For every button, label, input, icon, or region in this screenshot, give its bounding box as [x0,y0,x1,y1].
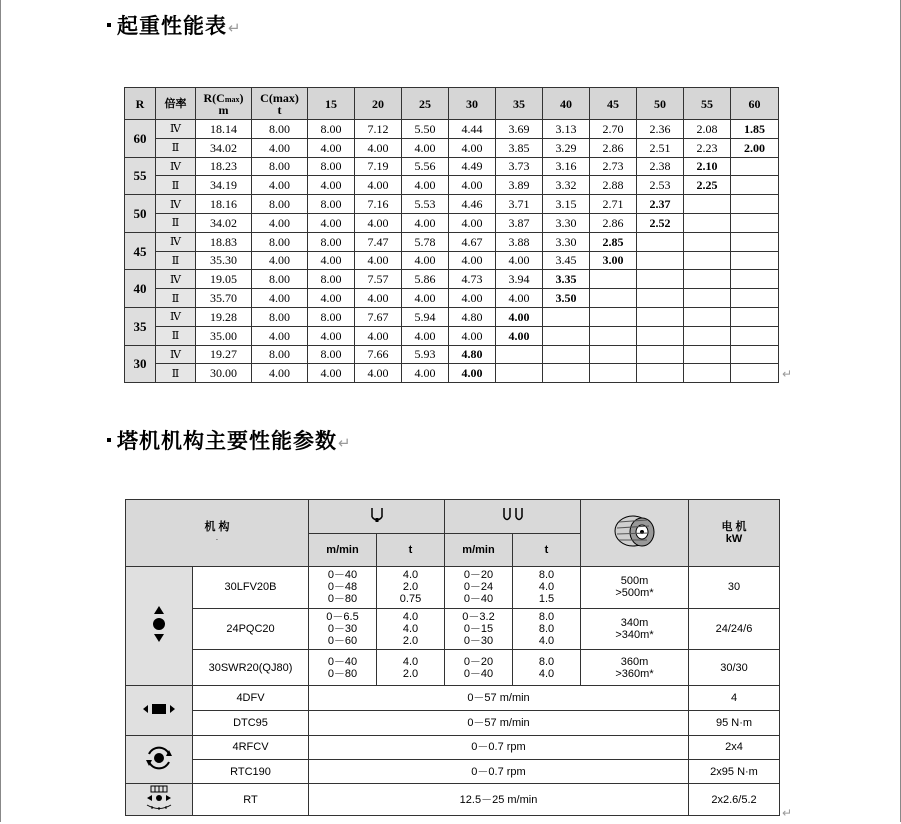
header-radius: 45 [590,88,637,120]
load-value-cell [684,364,731,383]
reeving-cell: Ⅱ [156,251,196,270]
load-value-cell [684,289,731,308]
load-value-cell: 3.89 [496,176,543,195]
load-value-cell: 4.00 [355,138,402,157]
load-value-cell: 5.53 [402,195,449,214]
max-load-cell: 8.00 [252,307,308,326]
motor-cell: 2x4 [689,735,780,759]
load-value-cell: 2.70 [590,120,637,139]
table-row [126,650,780,686]
radius-at-max-cell: 18.83 [196,232,252,251]
travel-crane-icon [144,785,174,811]
load-value-cell [637,232,684,251]
load-value-cell: 7.57 [355,270,402,289]
max-load-cell: 8.00 [252,157,308,176]
load-value-cell: 5.78 [402,232,449,251]
speed-cell: 0－57 m/min [309,685,689,710]
load-value-cell [590,289,637,308]
motor-cell: 24/24/6 [689,608,780,650]
load-value-cell: 3.45 [543,251,590,270]
load-value-cell: 4.44 [449,120,496,139]
load-value-cell: 4.00 [496,326,543,345]
load-value-cell: 8.00 [308,232,355,251]
load-value-cell: 4.49 [449,157,496,176]
max-load-cell: 8.00 [252,195,308,214]
speed-cell: 0－57 m/min [309,711,689,735]
radius-at-max-cell: 34.19 [196,176,252,195]
max-load-cell: 4.00 [252,138,308,157]
load-value-cell: 4.00 [308,213,355,232]
motor-cell: 2x95 N·m [689,760,780,784]
load-value-cell [637,345,684,364]
header-radius: 55 [684,88,731,120]
slewing-cell [126,735,193,784]
return-mark: ↵ [782,367,793,381]
header-radius: 60 [731,88,779,120]
subheader-load: t [377,533,445,567]
load-cell: 4.0 2.0 0.75 [377,567,445,609]
table-row [126,735,780,759]
load-value-cell: 2.73 [590,157,637,176]
radius-at-max-cell: 19.28 [196,307,252,326]
model-cell: 4RFCV [193,735,309,759]
load-value-cell: 5.50 [402,120,449,139]
load-value-cell [543,364,590,383]
speed-cell: 12.5－25 m/min [309,784,689,816]
load-value-cell: 4.00 [308,138,355,157]
load-value-cell: 4.67 [449,232,496,251]
speed-cell: 0－0.7 rpm [309,760,689,784]
speed-cell: 0－20 0－40 [445,650,513,686]
table-row [125,326,779,345]
model-cell: RT [193,784,309,816]
max-load-cell: 4.00 [252,176,308,195]
load-value-cell [684,270,731,289]
load-value-cell: 3.16 [543,157,590,176]
load-value-cell: 4.80 [449,345,496,364]
header-double-fall [445,500,581,534]
boom-length-cell: 30 [125,345,156,383]
speed-cell: 0－20 0－24 0－40 [445,567,513,609]
model-cell: RTC190 [193,760,309,784]
table-row [125,251,779,270]
radius-at-max-cell: 34.02 [196,213,252,232]
radius-at-max-cell: 19.27 [196,345,252,364]
reeving-cell: Ⅳ [156,232,196,251]
load-value-cell: 4.00 [355,326,402,345]
load-value-cell [590,364,637,383]
load-value-cell: 3.29 [543,138,590,157]
load-value-cell [637,270,684,289]
load-value-cell: 3.88 [496,232,543,251]
speed-cell: 0－0.7 rpm [309,735,689,759]
table-row [125,120,779,139]
load-value-cell: 3.15 [543,195,590,214]
load-value-cell: 3.73 [496,157,543,176]
load-value-cell [731,364,779,383]
header-radius: 20 [355,88,402,120]
load-value-cell: 3.85 [496,138,543,157]
table-row [126,784,780,816]
load-value-cell: 2.52 [637,213,684,232]
radius-at-max-cell: 34.02 [196,138,252,157]
header-ratio: 倍率 [156,88,196,120]
load-value-cell [684,251,731,270]
load-cell: 8.0 8.0 4.0 [513,608,581,650]
load-value-cell: 3.94 [496,270,543,289]
load-value-cell [731,176,779,195]
reeving-cell: Ⅱ [156,176,196,195]
header-row [126,500,780,534]
radius-at-max-cell: 35.30 [196,251,252,270]
reeving-cell: Ⅱ [156,289,196,308]
load-value-cell [590,270,637,289]
load-value-cell: 4.00 [449,138,496,157]
load-value-cell: 2.71 [590,195,637,214]
load-value-cell: 4.00 [355,289,402,308]
load-value-cell [731,307,779,326]
radius-at-max-cell: 18.23 [196,157,252,176]
load-value-cell [731,345,779,364]
load-value-cell: 3.30 [543,213,590,232]
table-row [125,307,779,326]
load-value-cell: 2.08 [684,120,731,139]
table-row [125,364,779,383]
load-value-cell: 4.00 [402,213,449,232]
reeving-cell: Ⅱ [156,138,196,157]
load-value-cell [496,364,543,383]
return-mark: ↵ [782,806,793,820]
boom-length-cell: 55 [125,157,156,195]
rope-cell: 500m >500m* [581,567,689,609]
load-value-cell: 4.00 [355,213,402,232]
motor-cell: 4 [689,685,780,710]
load-value-cell: 2.37 [637,195,684,214]
load-value-cell: 3.13 [543,120,590,139]
load-value-cell [731,326,779,345]
load-value-cell: 4.00 [308,176,355,195]
table-row [125,289,779,308]
rope-cell: 360m >360m* [581,650,689,686]
load-value-cell: 4.00 [496,289,543,308]
load-value-cell [637,307,684,326]
load-value-cell: 3.87 [496,213,543,232]
load-value-cell: 8.00 [308,345,355,364]
speed-cell: 0－3.2 0－15 0－30 [445,608,513,650]
max-load-cell: 4.00 [252,251,308,270]
load-value-cell [684,307,731,326]
load-value-cell [637,326,684,345]
load-value-cell [543,307,590,326]
reeving-cell: Ⅳ [156,120,196,139]
table-row [125,138,779,157]
load-value-cell [590,307,637,326]
load-value-cell: 2.10 [684,157,731,176]
load-value-cell [731,195,779,214]
load-value-cell [637,289,684,308]
max-load-cell: 8.00 [252,120,308,139]
table-row [125,270,779,289]
rope-drum-icon [609,510,661,552]
load-value-cell: 5.93 [402,345,449,364]
header-r: R [125,88,156,120]
load-value-cell: 4.00 [355,251,402,270]
subheader-speed: m/min [309,533,377,567]
load-value-cell [684,213,731,232]
boom-length-cell: 50 [125,195,156,233]
load-value-cell: 2.86 [590,213,637,232]
load-value-cell: 2.51 [637,138,684,157]
load-value-cell [543,326,590,345]
load-value-cell [731,213,779,232]
load-value-cell: 4.00 [402,289,449,308]
header-radius: 35 [496,88,543,120]
load-value-cell: 4.80 [449,307,496,326]
load-value-cell [543,345,590,364]
load-value-cell: 4.00 [402,251,449,270]
header-rope-drum [581,500,689,567]
single-fall-hook-icon [367,507,387,523]
load-value-cell [496,345,543,364]
max-load-cell: 8.00 [252,345,308,364]
load-value-cell [731,270,779,289]
section-title-load-chart: 起重性能表↵ [107,10,242,40]
load-value-cell: 4.00 [402,326,449,345]
header-radius: 25 [402,88,449,120]
table-row [126,608,780,650]
load-value-cell: 7.12 [355,120,402,139]
load-value-cell: 4.00 [355,176,402,195]
trolley-arrows-icon [142,702,176,716]
load-value-cell: 3.32 [543,176,590,195]
load-value-cell: 4.00 [308,364,355,383]
load-value-cell: 3.50 [543,289,590,308]
load-value-cell: 2.36 [637,120,684,139]
load-value-cell: 5.86 [402,270,449,289]
load-value-cell: 4.00 [402,364,449,383]
model-cell: 30SWR20(QJ80) [193,650,309,686]
load-cell: 4.0 2.0 [377,650,445,686]
load-cell: 4.0 4.0 2.0 [377,608,445,650]
load-value-cell: 3.71 [496,195,543,214]
header-cmax: C(max) t [252,88,308,120]
header-radius: 50 [637,88,684,120]
load-value-cell [684,326,731,345]
load-value-cell [684,232,731,251]
load-value-cell: 2.25 [684,176,731,195]
load-value-cell: 4.00 [496,251,543,270]
double-fall-hook-icon [501,507,525,523]
load-value-cell: 2.38 [637,157,684,176]
load-value-cell [731,289,779,308]
load-value-cell [731,157,779,176]
reeving-cell: Ⅳ [156,307,196,326]
radius-at-max-cell: 19.05 [196,270,252,289]
speed-cell: 0－40 0－80 [309,650,377,686]
model-cell: 24PQC20 [193,608,309,650]
load-value-cell: 4.00 [308,251,355,270]
boom-length-cell: 35 [125,307,156,345]
load-value-cell: 3.00 [590,251,637,270]
load-value-cell [731,251,779,270]
table-row [125,345,779,364]
trolley-cell [126,685,193,735]
radius-at-max-cell: 35.00 [196,326,252,345]
section-title-mechanism: 塔机机构主要性能参数↵ [107,425,352,455]
load-value-cell [637,364,684,383]
load-value-cell: 3.69 [496,120,543,139]
reeving-cell: Ⅳ [156,345,196,364]
load-value-cell: 2.53 [637,176,684,195]
load-value-cell: 7.67 [355,307,402,326]
reeving-cell: Ⅱ [156,364,196,383]
load-value-cell: 4.73 [449,270,496,289]
radius-at-max-cell: 35.70 [196,289,252,308]
reeving-cell: Ⅱ [156,326,196,345]
table-row [126,567,780,609]
load-value-cell: 3.30 [543,232,590,251]
load-cell: 8.0 4.0 [513,650,581,686]
hoist-cell [126,567,193,686]
load-value-cell: 4.00 [402,176,449,195]
load-value-cell: 4.00 [308,326,355,345]
load-value-cell: 7.16 [355,195,402,214]
load-value-cell: 4.00 [355,364,402,383]
load-value-cell: 3.35 [543,270,590,289]
header-radius: 40 [543,88,590,120]
load-value-cell [684,195,731,214]
max-load-cell: 8.00 [252,270,308,289]
load-value-cell: 4.00 [449,251,496,270]
hoist-arrows-icon [149,604,169,644]
load-value-cell: 4.00 [449,289,496,308]
max-load-cell: 8.00 [252,232,308,251]
load-value-cell: 4.00 [449,364,496,383]
load-chart-table [124,87,779,383]
table-header-row [125,88,779,120]
motor-cell: 95 N·m [689,711,780,735]
max-load-cell: 4.00 [252,326,308,345]
table-row [125,213,779,232]
reeving-cell: Ⅳ [156,157,196,176]
table-row [125,157,779,176]
radius-at-max-cell: 18.16 [196,195,252,214]
load-value-cell: 8.00 [308,157,355,176]
load-value-cell [731,232,779,251]
load-value-cell: 4.00 [402,138,449,157]
header-mechanism: 机 构 · [126,500,309,567]
slewing-rotation-icon [145,744,173,772]
travel-cell [126,784,193,816]
table-row [125,195,779,214]
max-load-cell: 4.00 [252,213,308,232]
bullet-icon [107,23,111,27]
model-cell: DTC95 [193,711,309,735]
load-value-cell: 4.00 [308,289,355,308]
reeving-cell: Ⅱ [156,213,196,232]
motor-cell: 30 [689,567,780,609]
load-value-cell [684,345,731,364]
load-value-cell: 2.88 [590,176,637,195]
table-row [125,232,779,251]
load-value-cell: 5.56 [402,157,449,176]
header-rcmax: R(Cmax) m [196,88,252,120]
load-value-cell [590,345,637,364]
reeving-cell: Ⅳ [156,270,196,289]
bullet-icon [107,438,111,442]
boom-length-cell: 60 [125,120,156,158]
model-cell: 4DFV [193,685,309,710]
speed-cell: 0－6.5 0－30 0－60 [309,608,377,650]
load-value-cell: 8.00 [308,270,355,289]
boom-length-cell: 40 [125,270,156,308]
load-value-cell: 2.86 [590,138,637,157]
table-row [126,760,780,784]
load-value-cell: 5.94 [402,307,449,326]
load-value-cell: 7.66 [355,345,402,364]
load-value-cell [637,251,684,270]
boom-length-cell: 45 [125,232,156,270]
model-cell: 30LFV20B [193,567,309,609]
load-value-cell: 4.00 [496,307,543,326]
load-value-cell [590,326,637,345]
load-value-cell: 2.85 [590,232,637,251]
subheader-load: t [513,533,581,567]
speed-cell: 0－40 0－48 0－80 [309,567,377,609]
motor-cell: 2x2.6/5.2 [689,784,780,816]
max-load-cell: 4.00 [252,289,308,308]
reeving-cell: Ⅳ [156,195,196,214]
header-radius: 15 [308,88,355,120]
load-value-cell: 4.00 [449,213,496,232]
table-row [126,711,780,735]
load-value-cell: 8.00 [308,195,355,214]
header-radius: 30 [449,88,496,120]
motor-cell: 30/30 [689,650,780,686]
load-value-cell: 7.47 [355,232,402,251]
load-value-cell: 1.85 [731,120,779,139]
max-load-cell: 4.00 [252,364,308,383]
load-value-cell: 4.00 [449,176,496,195]
load-cell: 8.0 4.0 1.5 [513,567,581,609]
load-value-cell: 4.00 [449,326,496,345]
load-value-cell: 2.00 [731,138,779,157]
table-row [126,685,780,710]
load-value-cell: 8.00 [308,307,355,326]
load-value-cell: 8.00 [308,120,355,139]
radius-at-max-cell: 18.14 [196,120,252,139]
header-single-fall [309,500,445,534]
load-value-cell: 2.23 [684,138,731,157]
subheader-speed: m/min [445,533,513,567]
load-value-cell: 4.46 [449,195,496,214]
load-value-cell: 7.19 [355,157,402,176]
table-row [125,176,779,195]
header-motor: 电 机 kW [689,500,780,567]
radius-at-max-cell: 30.00 [196,364,252,383]
rope-cell: 340m >340m* [581,608,689,650]
mechanism-table [125,499,780,816]
